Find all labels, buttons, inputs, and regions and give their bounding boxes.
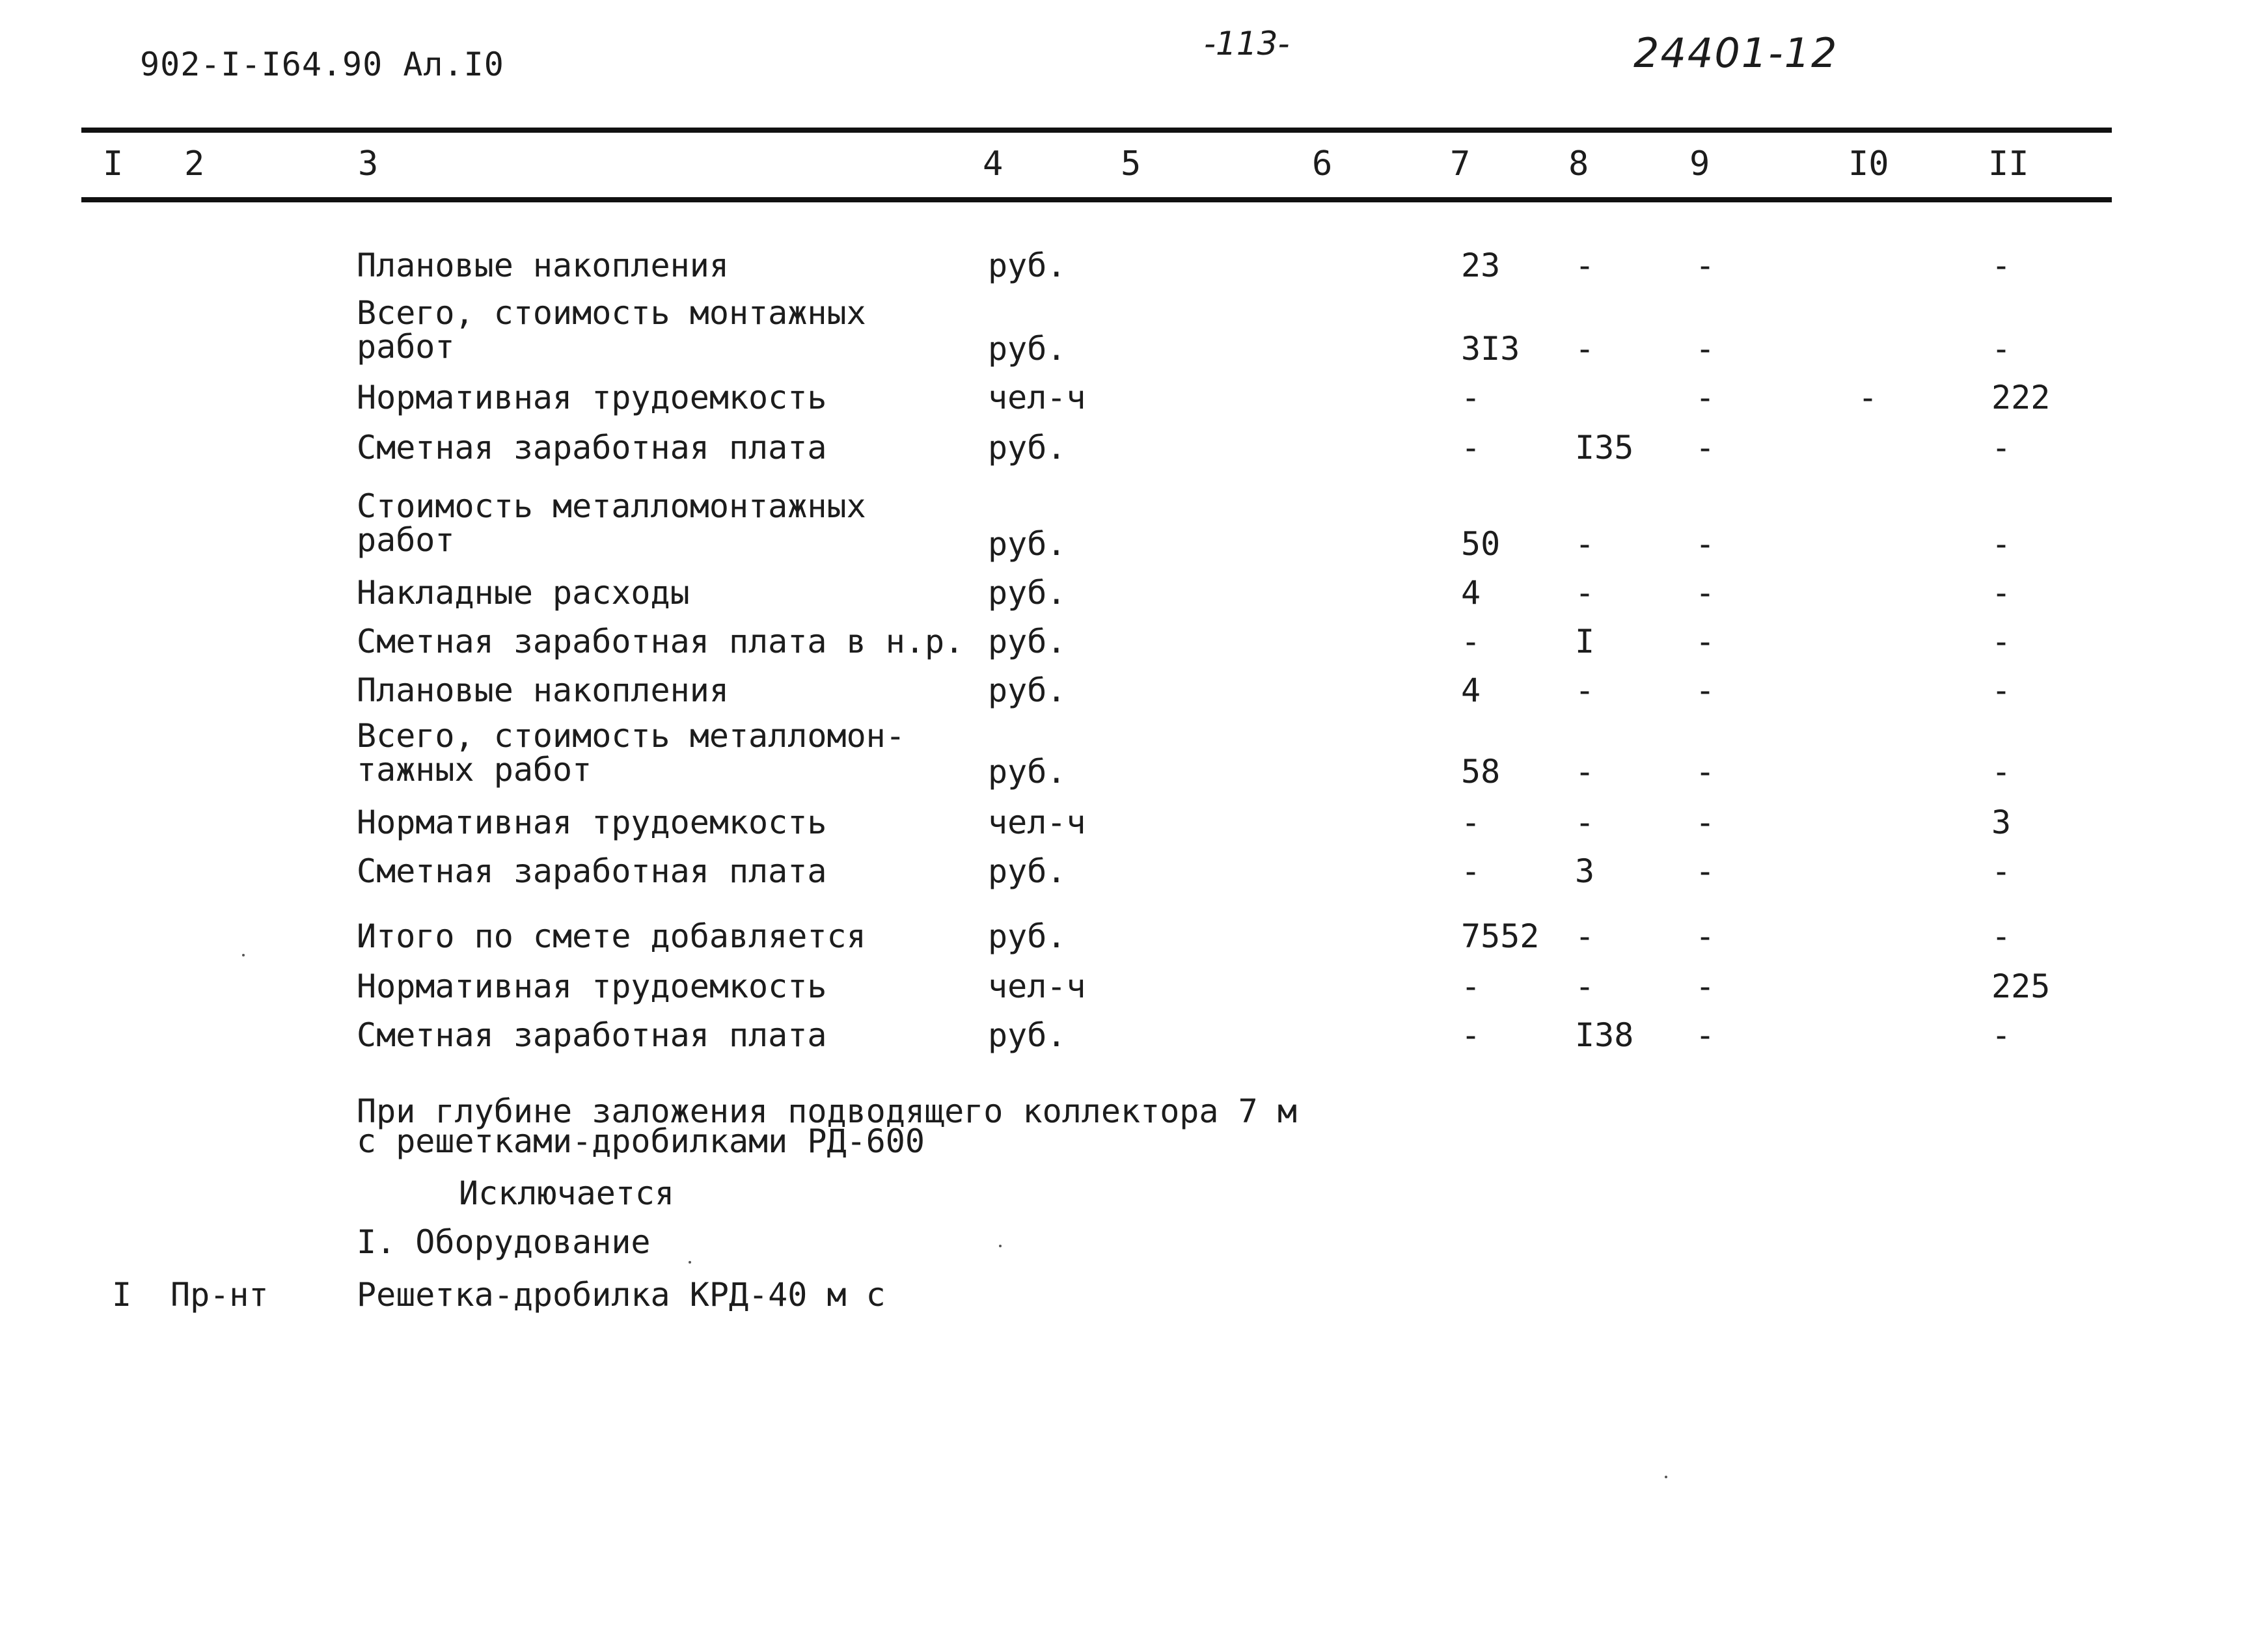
row-unit: руб. bbox=[988, 1016, 1067, 1054]
row-value-col7: - bbox=[1461, 852, 1481, 890]
row-value-col9: - bbox=[1695, 671, 1715, 709]
row-value-col8: I38 bbox=[1575, 1016, 1634, 1054]
album-number: 24401-12 bbox=[1633, 29, 1838, 77]
row-value-col7: - bbox=[1461, 804, 1481, 841]
row-value-col9: - bbox=[1695, 753, 1715, 791]
row-value-col11: - bbox=[1991, 852, 2012, 890]
row-value-col9: - bbox=[1695, 379, 1715, 416]
item-description: Решетка-дробилка КРД-40 м с bbox=[357, 1276, 886, 1314]
scan-speck bbox=[242, 954, 245, 956]
row-value-col8: - bbox=[1575, 247, 1595, 284]
row-description: Всего, стоимость металломон- тажных работ bbox=[357, 717, 905, 789]
row-value-col7: 3I3 bbox=[1461, 330, 1520, 368]
row-value-col9: - bbox=[1695, 330, 1715, 368]
row-unit: руб. bbox=[988, 330, 1067, 368]
row-unit: руб. bbox=[988, 574, 1067, 612]
row-value-col11: 222 bbox=[1991, 379, 2051, 416]
row-value-col9: - bbox=[1695, 574, 1715, 612]
row-description: Нормативная трудоемкость bbox=[357, 804, 827, 841]
column-header-8: 8 bbox=[1568, 144, 1589, 183]
row-description: Накладные расходы bbox=[357, 574, 690, 612]
row-value-col11: - bbox=[1991, 1016, 2012, 1054]
column-header-4: 4 bbox=[983, 144, 1004, 183]
column-header-5: 5 bbox=[1121, 144, 1141, 183]
row-value-col11: 225 bbox=[1991, 968, 2051, 1005]
row-value-col9: - bbox=[1695, 247, 1715, 284]
row-value-col11: - bbox=[1991, 753, 2012, 791]
row-value-col8: - bbox=[1575, 917, 1595, 955]
row-value-col8: - bbox=[1575, 753, 1595, 791]
row-value-col9: - bbox=[1695, 804, 1715, 841]
row-unit: руб. bbox=[988, 429, 1067, 467]
column-header-2: 2 bbox=[184, 144, 205, 183]
row-value-col9: - bbox=[1695, 917, 1715, 955]
row-value-col11: 3 bbox=[1991, 804, 2012, 841]
row-value-col8: - bbox=[1575, 330, 1595, 368]
column-header-6: 6 bbox=[1312, 144, 1333, 183]
row-description: Сметная заработная плата bbox=[357, 852, 827, 890]
row-value-col7: 4 bbox=[1461, 671, 1481, 709]
row-value-col9: - bbox=[1695, 968, 1715, 1005]
row-description: Нормативная трудоемкость bbox=[357, 968, 827, 1005]
row-value-col8: - bbox=[1575, 671, 1595, 709]
row-value-col9: - bbox=[1695, 429, 1715, 467]
row-value-col7: 50 bbox=[1461, 525, 1501, 563]
row-description: Сметная заработная плата bbox=[357, 429, 827, 467]
column-header-11: II bbox=[1988, 144, 2029, 183]
row-value-col7: - bbox=[1461, 968, 1481, 1005]
column-header-10: I0 bbox=[1848, 144, 1889, 183]
depth-condition-note: При глубине заложения подводящего коллектора 7 м с решетками-дробилками РД-600 bbox=[357, 1092, 1297, 1160]
column-header-1: I bbox=[103, 144, 124, 183]
row-value-col7: - bbox=[1461, 379, 1481, 416]
document-code: 902-I-I64.90 Ал.I0 bbox=[140, 46, 504, 83]
row-description: Плановые накопления bbox=[357, 671, 729, 709]
row-value-col11: - bbox=[1991, 330, 2012, 368]
row-value-col8: - bbox=[1575, 804, 1595, 841]
row-value-col11: - bbox=[1991, 623, 2012, 660]
row-description: Плановые накопления bbox=[357, 247, 729, 284]
page-number: -113- bbox=[1204, 25, 1290, 62]
row-value-col9: - bbox=[1695, 1016, 1715, 1054]
row-value-col9: - bbox=[1695, 525, 1715, 563]
row-unit: руб. bbox=[988, 671, 1067, 709]
row-unit: чел-ч bbox=[988, 804, 1086, 841]
row-description: Итого по смете добавляется bbox=[357, 917, 866, 955]
row-value-col9: - bbox=[1695, 852, 1715, 890]
row-value-col11: - bbox=[1991, 671, 2012, 709]
row-value-col8: - bbox=[1575, 574, 1595, 612]
row-value-col8: - bbox=[1575, 968, 1595, 1005]
row-value-col8: I bbox=[1575, 623, 1595, 660]
row-unit: руб. bbox=[988, 623, 1067, 660]
scan-speck bbox=[689, 1261, 691, 1264]
row-value-col11: - bbox=[1991, 429, 2012, 467]
row-value-col7: 7552 bbox=[1461, 917, 1540, 955]
row-description: Всего, стоимость монтажных работ bbox=[357, 294, 866, 366]
row-value-col8: I35 bbox=[1575, 429, 1634, 467]
row-unit: руб. bbox=[988, 525, 1067, 563]
row-value-col8: 3 bbox=[1575, 852, 1595, 890]
table-header-rule bbox=[81, 197, 2112, 202]
row-description: Сметная заработная плата bbox=[357, 1016, 827, 1054]
item-number: I bbox=[112, 1276, 132, 1314]
row-unit: руб. bbox=[988, 753, 1067, 791]
row-value-col7: - bbox=[1461, 1016, 1481, 1054]
row-unit: чел-ч bbox=[988, 379, 1086, 416]
row-description: Нормативная трудоемкость bbox=[357, 379, 827, 416]
row-value-col11: - bbox=[1991, 247, 2012, 284]
row-value-col11: - bbox=[1991, 525, 2012, 563]
row-value-col10: - bbox=[1858, 379, 1878, 416]
item-code: Пр-нт bbox=[171, 1276, 269, 1314]
scan-speck bbox=[1665, 1476, 1667, 1478]
equipment-section-heading: I. Оборудование bbox=[357, 1223, 651, 1261]
scan-speck bbox=[999, 1245, 1002, 1247]
row-value-col9: - bbox=[1695, 623, 1715, 660]
row-value-col7: 23 bbox=[1461, 247, 1501, 284]
row-value-col11: - bbox=[1991, 917, 2012, 955]
row-value-col7: 4 bbox=[1461, 574, 1481, 612]
row-description: Стоимость металломонтажных работ bbox=[357, 487, 866, 559]
row-value-col7: 58 bbox=[1461, 753, 1501, 791]
row-value-col7: - bbox=[1461, 429, 1481, 467]
row-value-col11: - bbox=[1991, 574, 2012, 612]
row-description: Сметная заработная плата в н.р. bbox=[357, 623, 964, 660]
row-unit: руб. bbox=[988, 852, 1067, 890]
row-unit: чел-ч bbox=[988, 968, 1086, 1005]
row-unit: руб. bbox=[988, 247, 1067, 284]
column-header-7: 7 bbox=[1450, 144, 1471, 183]
column-header-3: 3 bbox=[358, 144, 379, 183]
table-top-rule bbox=[81, 128, 2112, 133]
row-unit: руб. bbox=[988, 917, 1067, 955]
column-header-9: 9 bbox=[1689, 144, 1710, 183]
row-value-col7: - bbox=[1461, 623, 1481, 660]
row-value-col8: - bbox=[1575, 525, 1595, 563]
excluded-heading: Исключается bbox=[459, 1174, 675, 1212]
